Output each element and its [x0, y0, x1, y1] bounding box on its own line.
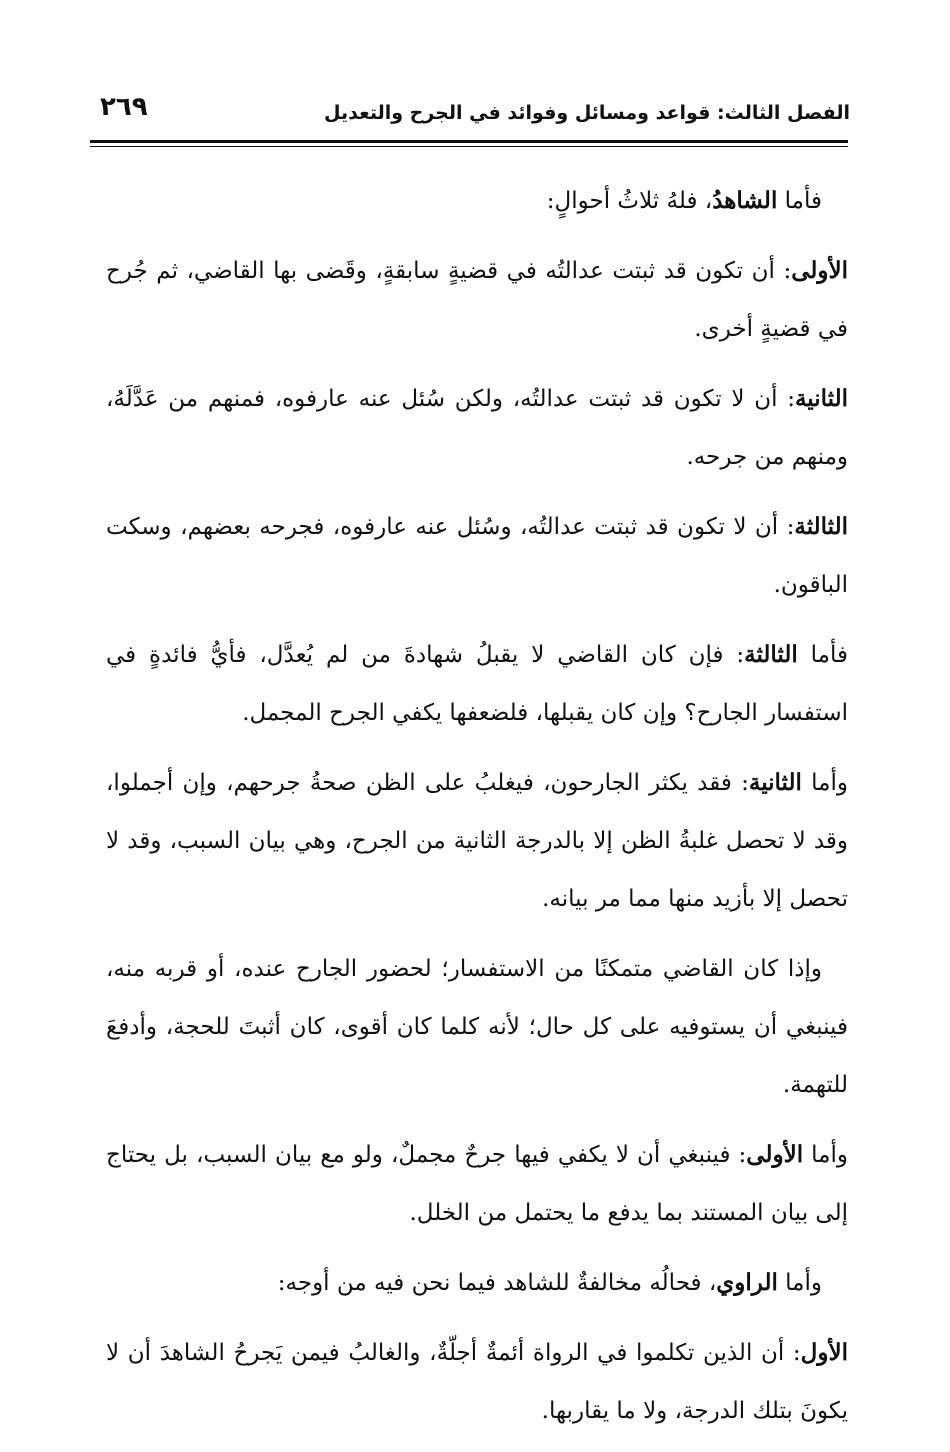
lead-term: الراوي — [716, 1269, 778, 1296]
page-number: ٢٦٩ — [100, 92, 148, 122]
lead-term: الأولى — [791, 257, 848, 284]
lead-prefix: وأما — [777, 1270, 822, 1296]
paragraph-text: : أن الذين تكلموا في الرواة أئمةٌ أجلّةٌ، والغالبُ فيمن يَجرحُ الشاهدَ أن لا يكونَ بتلك الدرجة، ولا ما يقاربها. — [106, 1340, 848, 1424]
lead-prefix: وأما — [803, 1142, 848, 1168]
paragraph-text: ، فلهُ ثلاثُ أحوالٍ: — [546, 188, 713, 214]
header-rule-thin — [90, 146, 848, 147]
running-title: الفصل الثالث: قواعد ومسائل وفوائد في الجرح والتعديل — [324, 102, 850, 124]
lead-prefix: وأما — [801, 770, 848, 796]
paragraph-text: ، فحالُه مخالفةٌ للشاهد فيما نحن فيه من أوجه: — [277, 1270, 717, 1296]
lead-prefix: فأما — [777, 188, 822, 214]
body-text — [106, 172, 848, 1452]
paragraph — [106, 242, 848, 358]
paragraph — [106, 940, 848, 1114]
lead-term: الأول — [800, 1339, 848, 1366]
paragraph-text: وإذا كان القاضي متمكنًا من الاستفسار؛ لحضور الجارح عنده، أو قربه منه، فينبغي أن يستوفيه على كل حال؛ لأنه كلما كان أقوى، كان أثبتَ للحجة، وأدفعَ للتهمة. — [106, 956, 848, 1098]
paragraph — [106, 498, 848, 614]
paragraph-text: : أن تكون قد ثبتت عدالتُه في قضيةٍ سابقةٍ، وقَضى بها القاضي، ثم جُرح في قضيةٍ أخرى. — [106, 258, 848, 342]
paragraph — [106, 1254, 848, 1312]
lead-term: الثالثة — [744, 641, 798, 668]
paragraph-text: : أن لا تكون قد ثبتت عدالتُه، ولكن سُئل عنه عارفوه، فمنهم من عَدَّلَهُ، ومنهم من جرحه. — [106, 386, 848, 470]
lead-term: الشاهدُ — [712, 187, 778, 214]
page-header — [90, 92, 850, 136]
paragraph — [106, 626, 848, 742]
paragraph — [106, 754, 848, 928]
paragraph-text: : فينبغي أن لا يكفي فيها جرحٌ مجملٌ، ولو مع بيان السبب، بل يحتاج إلى بيان المستند بما يدفع ما يحتمل من الخلل. — [106, 1142, 848, 1226]
lead-term: الثانية — [794, 385, 848, 412]
lead-term: الثانية — [748, 769, 802, 796]
lead-prefix: فأما — [797, 642, 848, 668]
header-rule-thick — [90, 140, 848, 143]
lead-term: الأولى — [746, 1141, 804, 1168]
paragraph-text: : فقد يكثر الجارحون، فيغلبُ على الظن صحةُ جرحهم، وإن أجملوا، وقد لا تحصل غلبةُ الظن إلا بالدرجة الثانية من الجرح، وهي بيان السبب، وقد لا تحصل إلا بأزيد منها مما مر بيانه. — [106, 770, 848, 912]
paragraph-text: : أن لا تكون قد ثبتت عدالتُه، وسُئل عنه عارفوه، فجرحه بعضهم، وسكت الباقون. — [106, 514, 848, 598]
paragraph — [106, 370, 848, 486]
paragraph — [106, 172, 848, 230]
paragraph — [106, 1126, 848, 1242]
lead-term: الثالثة — [794, 513, 848, 540]
paragraph-text: : فإن كان القاضي لا يقبلُ شهادةَ من لم يُعدَّل، فأيُّ فائدةٍ في استفسار الجارح؟ وإن كان يقبلها، فلضعفها يكفي الجرح المجمل. — [106, 642, 848, 726]
paragraph — [106, 1324, 848, 1440]
